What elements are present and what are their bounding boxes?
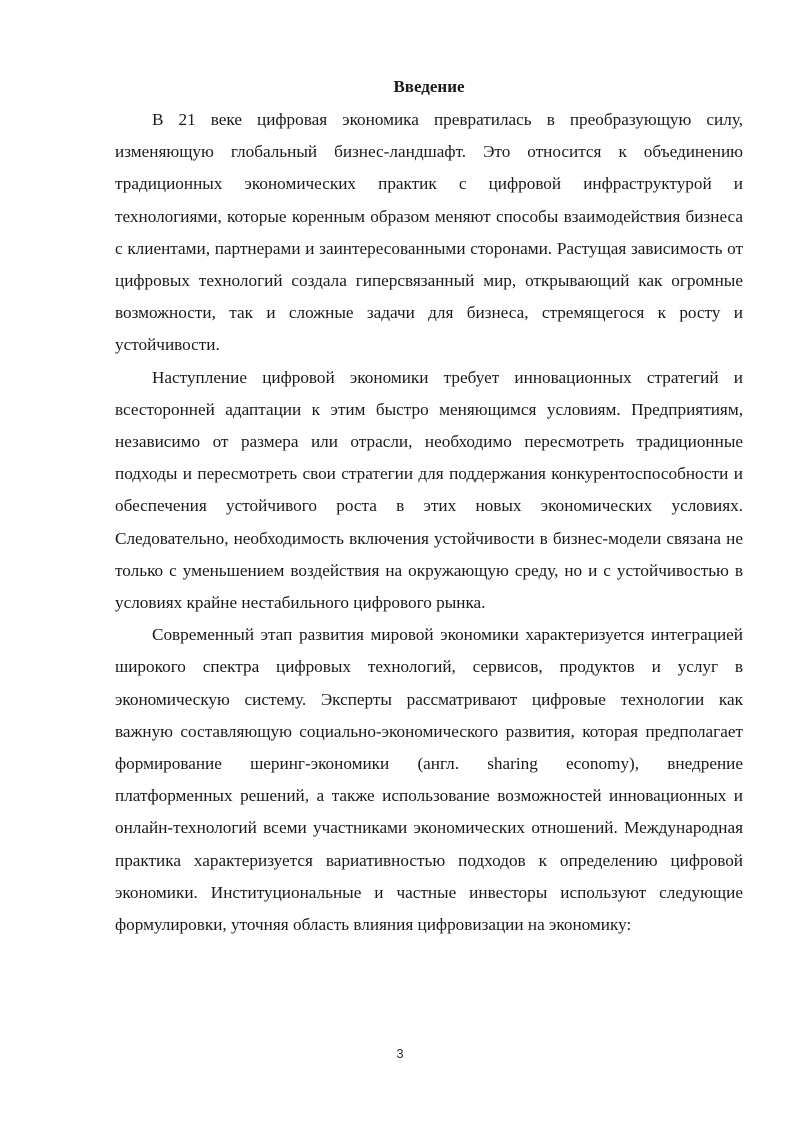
page-number: 3 [396,1046,404,1061]
paragraph-1: В 21 веке цифровая экономика превратилась в преобразующую силу, изменяющую глобальный бизнес-ландшафт. Это относится к объединению традиционных экономических практик с цифровой инфраструктурой и технологиями, которые коренным образом меняют способы взаимодействия бизнеса с клиентами, партнерами и заинтересованными сторонами. Растущая зависимость от цифровых технологий создала гиперсвязанный мир, открывающий как огромные возможности, так и сложные задачи для бизнеса, стремящегося к росту и устойчивости. [115,110,743,355]
section-heading: Введение [393,77,465,96]
document-body [115,76,743,941]
paragraph-3: Современный этап развития мировой экономики характеризуется интеграцией широкого спектра цифровых технологий, сервисов, продуктов и услуг в экономическую систему. Эксперты рассматривают цифровые технологии как важную составляющую социально-экономического развития, которая предполагает формирование шеринг-экономики (англ. sharing economy), внедрение платформенных решений, а также использование возможностей инновационных и онлайн-технологий всеми участниками экономических отношений. Международная практика характеризуется вариативностью подходов к определению цифровой экономики. Институциональные и частные инвесторы используют следующие формулировки, уточняя область влияния цифровизации на экономику: [115,625,743,935]
paragraph-2: Наступление цифровой экономики требует инновационных стратегий и всесторонней адаптации к этим быстро меняющимся условиям. Предприятиям, независимо от размера или отрасли, необходимо пересмотреть традиционные подходы и пересмотреть свои стратегии для поддержания конкурентоспособности и обеспечения устойчивого роста в этих новых экономических условиях. Следовательно, необходимость включения устойчивости в бизнес-модели связана не только с уменьшением воздействия на окружающую среду, но и с устойчивостью в условиях крайне нестабильного цифрового рынка. [115,367,743,613]
